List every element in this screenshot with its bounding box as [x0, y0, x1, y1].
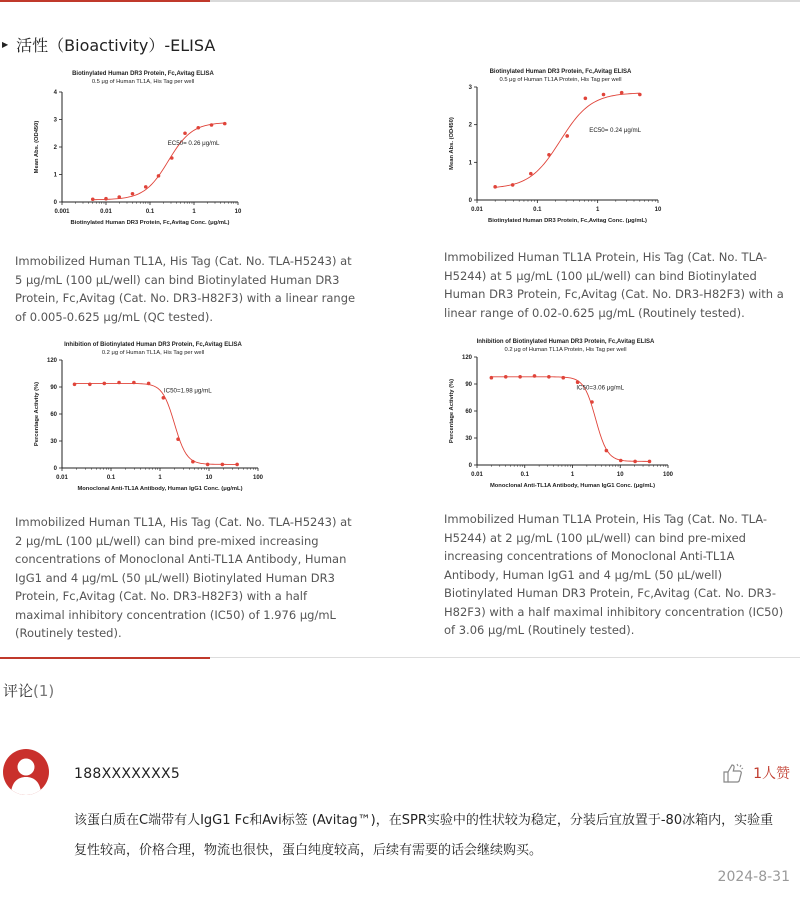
user-silhouette-icon — [3, 749, 49, 795]
chart-subtitle: 0.5 μg of Human TL1A Protein, His Tag per well — [499, 77, 622, 83]
y-tick-label: 3 — [53, 117, 57, 124]
y-tick-label: 0 — [468, 198, 472, 204]
description-1: Immobilized Human TL1A, His Tag (Cat. No. TLA-H5243) at 5 μg/mL (100 μL/well) can bind Biotinylated Human DR3 Protein, Fc,Avitag (Cat. No. DR3-H82F3) with a linear range of 0.005-0.625 μg/mL (QC tested). — [15, 254, 356, 324]
y-tick-label: 2 — [468, 122, 472, 129]
section-title — [2, 33, 215, 56]
y-tick-label: 30 — [465, 436, 472, 442]
data-point — [602, 93, 606, 97]
thumbs-up-icon — [723, 763, 745, 783]
data-point — [117, 381, 121, 385]
chart-ec50-tl1a — [20, 65, 250, 230]
chart-ic50-tl1a-protein — [435, 333, 680, 493]
data-point — [223, 122, 227, 126]
x-tick-label: 0.1 — [520, 472, 529, 478]
chart-ic50-tl1a — [20, 336, 270, 496]
data-point — [144, 185, 148, 189]
fit-curve — [93, 123, 225, 200]
x-tick-label: 10 — [234, 209, 242, 215]
y-tick-label: 3 — [468, 85, 472, 91]
x-tick-label: 0.01 — [471, 472, 483, 478]
data-point — [206, 463, 210, 467]
comment-date: 2024-8-31 — [717, 869, 790, 885]
x-tick-label: 1 — [158, 475, 162, 481]
y-tick-label: 120 — [461, 355, 472, 361]
data-point — [132, 381, 136, 385]
x-tick-label: 0.01 — [100, 209, 112, 215]
chart-annotation: IC50=1.98 μg/mL — [163, 387, 212, 395]
description-3: Immobilized Human TL1A, His Tag (Cat. No. TLA-H5243) at 2 μg/mL (100 μL/well) can bind pre-mixed increasing concentrations of Monoclonal Anti-TL1A Antibody, Human IgG1 and 4 μg/mL (50 μL/well) Biotinylated Human DR3 Protein, Fc,Avitag (Cat. No. DR3-H82F3) with a half maximal inhibitory concentration (IC50) of 1.976 μg/mL (Routinely tested). — [15, 515, 352, 640]
description-2: Immobilized Human TL1A Protein, His Tag (Cat. No. TLA-H5244) at 5 μg/mL (100 μL/well) can bind Biotinylated Human DR3 Protein, Fc,Avitag (Cat. No. DR3-H82F3) with a linear range of 0.02-0.625 μg/mL (Routinely tested). — [444, 250, 784, 320]
x-axis-label: Monoclonal Anti-TL1A Antibody, Human IgG1 Conc. (μg/mL) — [489, 483, 656, 489]
data-point — [511, 183, 515, 187]
x-tick-label: 1 — [570, 472, 575, 478]
data-point — [170, 156, 174, 160]
x-tick-label: 0.1 — [533, 207, 542, 213]
y-tick-label: 1 — [53, 172, 57, 179]
data-point — [183, 131, 187, 135]
chart-subtitle: 0.5 μg of Human TL1A, His Tag per well — [91, 79, 195, 85]
x-axis-label: Monoclonal Anti-TL1A Antibody, Human IgG1 Conc. (μg/mL) — [77, 486, 243, 492]
data-point — [221, 463, 225, 467]
x-tick-label: 0.1 — [145, 209, 155, 215]
x-tick-label: 1 — [192, 209, 196, 215]
chart-title: Biotinylated Human DR3 Protein, Fc,Avitag ELISA — [489, 69, 632, 75]
data-point — [619, 459, 623, 463]
data-point — [529, 172, 533, 176]
x-tick-label: 10 — [616, 472, 624, 478]
data-point — [91, 197, 95, 201]
data-point — [104, 197, 108, 201]
chart-annotation: IC50=3.06 μg/mL — [576, 384, 625, 392]
x-tick-label: 0.01 — [471, 207, 483, 213]
comments-label: 评论 — [3, 682, 34, 700]
x-tick-label: 0.01 — [56, 475, 68, 481]
y-tick-label: 2 — [53, 145, 57, 151]
y-tick-label: 60 — [465, 409, 472, 415]
y-tick-label: 90 — [50, 385, 57, 391]
data-point — [157, 174, 161, 178]
top-rule — [0, 0, 800, 2]
data-point — [584, 97, 588, 101]
data-point — [162, 396, 166, 400]
y-tick-label: 30 — [50, 439, 57, 445]
chart-annotation: EC50= 0.24 μg/mL — [589, 127, 642, 135]
x-axis-label: Biotinylated Human DR3 Protein, Fc,Avitag Conc. (μg/mL) — [488, 218, 647, 224]
y-tick-label: 1 — [468, 160, 472, 167]
description-4: Immobilized Human TL1A Protein, His Tag (Cat. No. TLA-H5244) at 2 μg/mL (100 μL/well) can bind pre-mixed increasing concentrations of Monoclonal Anti-TL1A Antibody, Human IgG1 and 4 μg/mL (50 μL/well) Biotinylated Human DR3 Protein, Fc,Avitag (Cat. No. DR3-H82F3) with a half maximal inhibitory concentration (IC50) of 3.06 μg/mL (Routinely tested). — [444, 512, 784, 637]
comments-heading — [3, 680, 54, 701]
data-point — [73, 383, 77, 387]
data-point — [565, 134, 569, 138]
triangle-bullet-icon: ▶ — [2, 40, 9, 49]
avatar — [3, 749, 49, 795]
data-point — [103, 382, 107, 386]
data-point — [547, 375, 551, 379]
chart-title: Biotinylated Human DR3 Protein, Fc,Avitag ELISA — [72, 71, 214, 77]
comments-count: (1) — [33, 682, 55, 700]
chart-title: Inhibition of Biotinylated Human DR3 Protein, Fc,Avitag ELISA — [64, 342, 242, 348]
data-point — [131, 192, 135, 196]
data-point — [210, 123, 214, 127]
data-point — [605, 449, 609, 453]
data-point — [191, 460, 195, 464]
y-tick-label: 0 — [53, 466, 57, 472]
data-point — [620, 91, 624, 95]
data-point — [490, 376, 494, 380]
chart-subtitle: 0.2 μg of Human TL1A Protein, His Tag per well — [504, 347, 627, 353]
chart-annotation: EC50= 0.26 μg/mL — [167, 139, 220, 147]
fit-curve — [491, 377, 649, 462]
x-tick-label: 0.001 — [54, 209, 70, 215]
x-tick-label: 100 — [252, 475, 264, 481]
comment-text: 该蛋白质在C端带有人IgG1 Fc和Avi标签 (Avitag™)，在SPR实验中的性状较为稳定，分装后宜放置于-80冰箱内，实验重复性较高，价格合理，物流也很快，蛋白纯度较高，后续有需要的话会继续购买。 — [74, 813, 774, 858]
chart-subtitle: 0.2 μg of Human TL1A, His Tag per well — [101, 350, 205, 356]
y-axis-label: Mean Abs. (OD450) — [449, 117, 455, 170]
y-tick-label: 90 — [465, 382, 472, 388]
chart-title: Inhibition of Biotinylated Human DR3 Protein, Fc,Avitag ELISA — [476, 339, 655, 345]
y-tick-label: 0 — [53, 200, 57, 206]
data-point — [547, 153, 551, 157]
data-point — [504, 375, 508, 379]
y-tick-label: 4 — [53, 90, 57, 96]
data-point — [176, 437, 180, 441]
x-tick-label: 100 — [662, 472, 674, 478]
data-point — [88, 383, 92, 387]
data-point — [196, 126, 200, 130]
data-point — [648, 460, 652, 464]
x-tick-label: 1 — [595, 207, 600, 213]
x-tick-label: 10 — [654, 207, 662, 213]
comment-username: 188XXXXXXX5 — [74, 766, 181, 782]
y-tick-label: 60 — [50, 412, 57, 418]
data-point — [561, 376, 565, 380]
data-point — [638, 93, 642, 97]
comments-divider — [0, 657, 800, 658]
y-tick-label: 120 — [46, 358, 57, 364]
data-point — [518, 375, 522, 379]
data-point — [117, 195, 121, 199]
x-axis-label: Biotinylated Human DR3 Protein, Fc,Avitag Conc. (μg/mL) — [70, 220, 230, 226]
data-point — [590, 400, 594, 404]
y-tick-label: 0 — [468, 463, 472, 469]
data-point — [235, 463, 239, 467]
x-tick-label: 0.1 — [106, 475, 116, 481]
data-point — [633, 460, 637, 464]
data-point — [493, 185, 497, 189]
fit-curve — [75, 383, 238, 464]
fit-curve — [495, 93, 640, 187]
data-point — [533, 374, 537, 378]
section-title-text: 活性（Bioactivity）-ELISA — [16, 36, 216, 55]
like-count: 1人赞 — [753, 766, 790, 782]
y-axis-label: Mean Abs. (OD450) — [34, 120, 40, 174]
like-button[interactable] — [723, 763, 790, 783]
chart-ec50-tl1a-protein — [435, 63, 670, 228]
x-tick-label: 10 — [205, 475, 213, 481]
data-point — [147, 382, 151, 386]
y-axis-label: Percentage Activity (%) — [34, 381, 40, 447]
y-axis-label: Percentage Activity (%) — [449, 378, 455, 444]
